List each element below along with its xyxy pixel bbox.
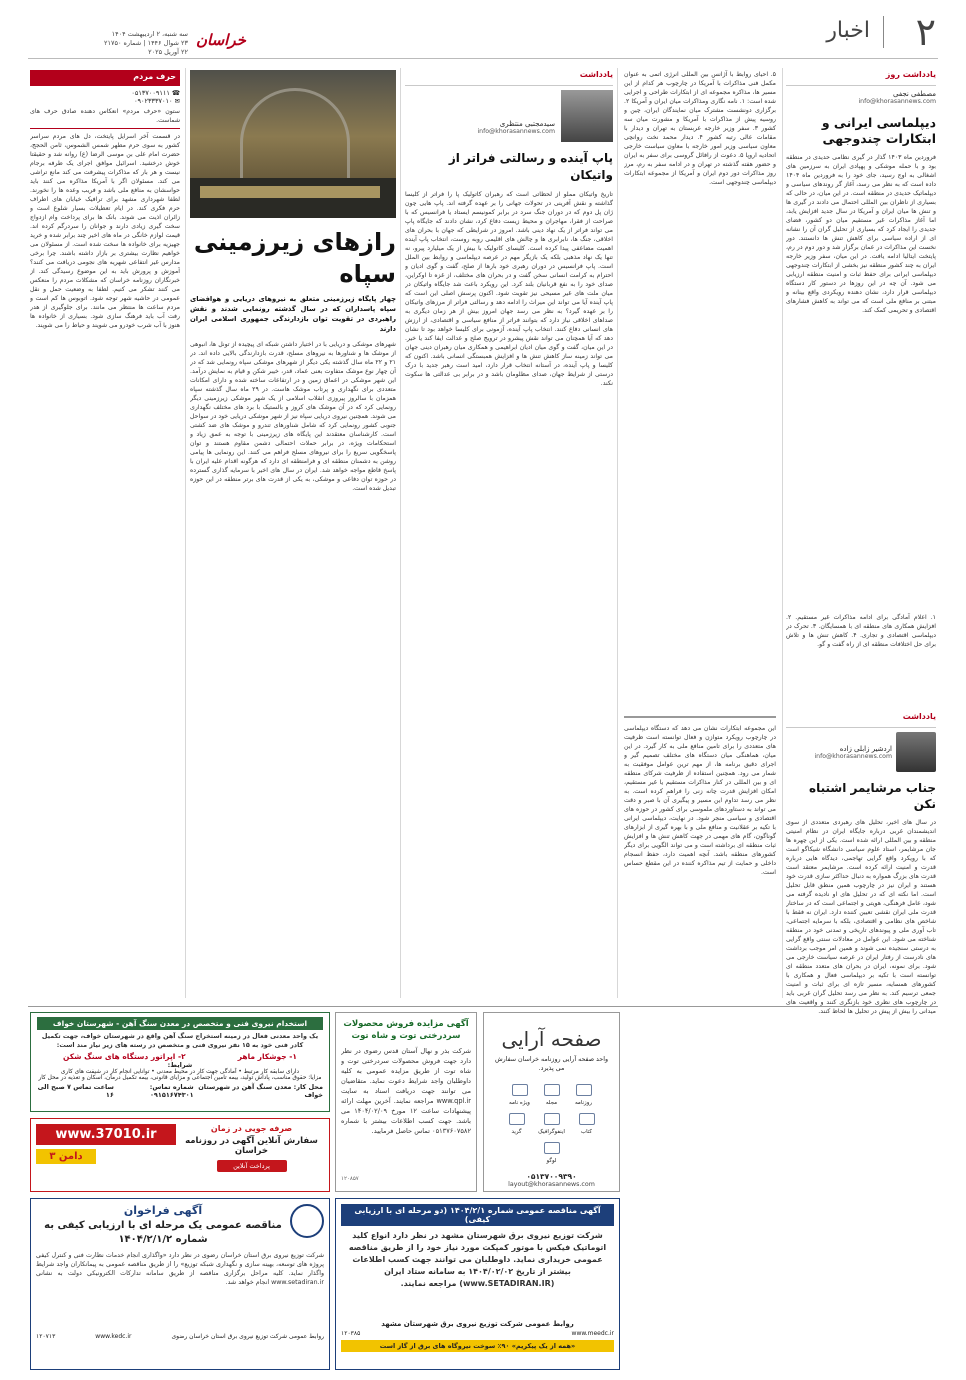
ad-footer-text: روابط عمومی شرکت توزیع نیروی برق استان خراسان رضوی: [171, 1333, 324, 1340]
ad-website: www.meedc.ir: [571, 1330, 614, 1337]
feature-body: شهرهای موشکی و دریایی با در اختیار داشتن شبکه ای پیچیده از تونل ها، انبوهی از موشک ها و شناورها به نیروهای مسلح، قدرت بازدارندگی بالایی داده اند. در ۲۱ و ۲۲ ماه سال گذشته یکی دیگر از شهرهای موشکی سپاه رونمایی شد که در آن چهار نوع موشک متفاوت بعنی عماد، قدر، خیبر شکن و قیام به نمایش درآمد. این شهر موشکی در اعماق زمین و در ارتفاعات ساخته شده و دارای امکانات متعددی برای نگهداری و پرتاب موشک هاست. در ۲۹ ماه سال گذشته سپاه همزمان با سالروز پیروزی انقلاب اسلامی از یک شهر موشکی زیرزمینی دیگر رونمایی کرد که در آن موشک های کروز و بالستیک با برد های مختلف نگهداری می شوند. همچنین نیروی دریایی سپاه نیز از شهر موشکی دریایی خود در سواحل جنوبی کشور رونمایی کرد که شامل شناورهای تندرو و موشک های ضد کشتی است. کارشناسان معتقدند این پایگاه های زیرزمینی با توجه به عمق زیاد و استحکامات ویژه، در برابر حملات احتمالی دشمن مقاوم هستند و توان پاسخگویی سریع را برای نیروهای مسلح فراهم می کنند. این رونمایی ها پیامی روشن به دشمنان منطقه ای و فرامنطقه ای دارد که هرگونه اقدام علیه ایران با پاسخ قاطع مواجه خواهد شد. ایران در سال های اخیر با سرمایه گذاری گسترده در حوزه توان دفاعی و موشکی، به یکی از قدرت های برتر منطقه در این حوزه تبدیل شده است.: [190, 341, 396, 492]
ad-phone: ۰۵۱۳۷۰۰۹۳۹۰: [526, 1172, 577, 1181]
ad-place: محل کار: معدن سنگ آهن در شهرستان خواف: [198, 1083, 323, 1099]
article-title: دیپلماسی ایرانی و ابتکارات چندوجهی: [821, 115, 936, 146]
divider: [30, 128, 180, 129]
ad-website: www.kedc.ir: [95, 1333, 132, 1340]
ad-badge: دامن ۳: [36, 1149, 96, 1164]
ad-power-tender: [30, 1198, 330, 1370]
ad-contact: [37, 1083, 323, 1099]
feature-photo: [190, 70, 396, 218]
people-body: در قسمت آخر اسرایل پایتخت، دل های مردم سراسر کشور به سوی حرم مطهر شمس الشموس، ثامن الحجج، حضرت امام علی بن موسی الرضا (ع) روانه شد و حقیقتا خوش درخشید. اسرائیل موافق اجرای یک طرفه برجام نیست و هر بار که مذاکرات پیشرفت می کند مانع تراشی می کند. مسئولان اگر با آمریکا مذاکره می کنند باید حواسشان به منافع ملی باشد و فریب وعده ها را نخورند. لطفا شهرداری مشهد برای ترافیک خیابان های اطراف حرم فکری کند. در ایام تعطیلات بسیار شلوغ است و زائران اذیت می شوند. بانک ها برای پرداخت وام ازدواج سخت گیری زیادی دارند و جوانان را سردرگم کرده اند. قیمت لوازم خانگی در ماه های اخیر چند برابر شده و خرید جهیزیه برای خانواده ها سخت شده است. از مسئولان می خواهیم نظارت بیشتری بر بازار داشته باشند. چرا برخی مدارس غیر انتفاعی شهریه های نجومی دریافت می کنند؟ آموزش و پرورش باید به این موضوع رسیدگی کند. از خبرنگاران روزنامه خراسان که مشکلات مردم را منعکس می کنند تشکر می کنیم. لطفا به وضعیت حمل و نقل عمومی در حاشیه شهر توجه شود. اتوبوس ها کم است و مردم ساعت ها منتظر می مانند. برای جلوگیری از هدر رفت آب باید فرهنگ سازی شود. بسیاری از خانواده ها هنوز با آب شرب خودرو می شویند و حیاط را می شویند.: [30, 133, 180, 329]
ad-khaf-recruitment: [30, 1012, 330, 1112]
section-title: اخبار: [826, 18, 870, 43]
ad-body: شرکت بذر و نهال آستان قدس رضوی در نظر دارد جهت فروش محصولات سردرختی توت و شاه توت از طریق مزایده عمومی به کلیه داوطلبان واجد شرایط دعوت نماید. متقاضیان می توانند جهت دریافت اسناد به سایت www.qpl.ir مراجعه نمایند. آخرین مهلت ارائه پیشنهادات ساعت ۱۲ مورخ ۱۴۰۴/۰۲/۰۹ می باشد. جهت کسب اطلاعات بیشتر با شماره ۰۵۱۳۷۶۰۷۵۸۲ تماس حاصل فرمایید.: [341, 1047, 471, 1135]
article-body: در سال های اخیر، تحلیل های رهبردی متعددی از سوی اندیشمندان غربی درباره جایگاه ایران در نظام امنیتی منطقه و بین المللی ارائه شده است. یکی از این چهره ها جان مرشایمر، استاد علوم سیاسی دانشگاه شیکاگو است که با رویکرد واقع گرایی تهاجمی، دیدگاه هایی درباره قدرت و امنیت ارائه کرده است. مرشایمر معتقد است قدرت های بزرگ همواره به دنبال حداکثر سازی قدرت خود هستند و ایران نیز در چارچوب همین منطق قابل تحلیل است. اما نکته ای که در تحلیل های او نادیده گرفته می شود، عامل فرهنگی، هویتی و اجتماعی است که در ساختار قدرت ملی ایران نقشی تعیین کننده دارد. ایران نه فقط با شاخص های نظامی و اقتصادی، بلکه با سرمایه اجتماعی، تاب آوری ملی و پیوندهای تاریخی و تمدنی خود در منطقه شناخته می شود. این عوامل در معادلات سنتی واقع گرایی به درستی سنجیده نمی شوند و همین امر موجب برداشت های نادرست از رفتار ایران در عرصه سیاست خارجی می شود. برای نمونه، ایران در بحران های متعدد منطقه ای توانسته است با تکیه بر دیپلماسی فعال و همکاری با کشورهای همسایه، مسیر تازه ای برای ثبات و امنیت جمعی ترسیم کند. به نظر می رسد تحلیل گران غربی باید در چارچوب های نظری خود بازنگری کنند و واقعیت های میدانی را بیش از پیش در تحلیل ها لحاظ کنند.: [786, 819, 936, 1015]
article-body: ۵. احیای روابط با آژانس بین المللی انرژی اتمی به عنوان مکمل فنی مذاکرات با آمریکا در چارچوب هر کدام از این مسیر ها، مذاکره مجموعه ای از ابتکارات طراحی و اجرایی شده است: ۱. نامه نگاری ومذاکرات میان ایران و آمریکا ۲. برگزاری دونشست مشترک میان نمایندگان ایران، چین و روسیه پیش از مذاکرات با آمریکا و مشورت میان سه کشور ۳. سفر وزیر خارجه عربستان به تهران و دیدار با مقامات عالی رتبه کشور ۴. دیدار محمد نخت روانچی معاون سیاسی وزیر امور خارجه با معاون سیاست خارجی اتحادیه اروپا ۵. دعوت از رافائل گروسی برای سفر به ایران و حضور هفته گذشته در تهران و در ادامه سفر به رم، مرز روز مذاکرات دور دوم ایران و آمریکا از مجموعه ابتکارات دیپلماسی چندوجهی است.: [624, 71, 776, 186]
ad-meta: [341, 1330, 614, 1337]
ad-title: آگهی مزایده فروش محصولات سردرختی توت و شاه توت: [343, 1019, 469, 1041]
author-name: سیدمجتبی منتظری: [499, 120, 555, 128]
item-newspaper: روزنامه: [570, 1081, 598, 1106]
page-header: [0, 0, 966, 60]
section-divider: [624, 716, 776, 718]
ad-mashhad-electric-tender: [335, 1198, 620, 1370]
phone-line: [30, 89, 180, 97]
ad-body: یک واحد معدنی فعال در زمینه استخراج سنگ آهن واقع در شهرستان خواف، جهت تکمیل کادر فنی خود به ۱۵ نفر نیروی فنی و متخصص در رسته های زیر نیاز مند است:: [41, 1032, 319, 1049]
people-note: ستون «حرف مردم» انعکاس دهنده صادق حرف های شماست.: [30, 108, 180, 124]
column-editorial: [786, 70, 936, 703]
ad-sub: مناقصه عمومی یک مرحله ای با ارزیابی کیفی به شماره ۱۴۰۴/۲/۱/۲: [44, 1220, 282, 1245]
ad-email: layout@khorasannews.com: [508, 1181, 595, 1188]
column-rule: [185, 68, 186, 998]
ad-website[interactable]: www.37010.ir: [36, 1124, 176, 1145]
kicker: یادداشت: [902, 712, 936, 721]
column-people: [30, 70, 180, 902]
ad-slogan: «همه از یک پیکریم» ۹۰٪ سوخت نیروگاه های برق از گاز است: [341, 1340, 614, 1352]
article-list: ۱. اعلام آمادگی برای ادامه مذاکرات غیر مستقیم. ۲. افزایش همکاری های منطقه ای با همسایگان. ۳. تحرک در دیپلماسی اقتصادی و تجاری. ۴. کاهش تنش ها و تلاش برای حل اختلافات منطقه ای از راه گفت و گو.: [786, 614, 936, 648]
ad-cond-title: شرایط:: [167, 1061, 193, 1069]
author-email: info@khorasannews.com: [477, 128, 555, 135]
ad-benefits: مزایا: حقوق مناسب، پاداش تولید، بیمه تامین اجتماعی و مزایای قانونی، بیمه تکمیل درمان، اسکان و تغذیه در محل کار: [38, 1075, 322, 1081]
page-number: ۲: [915, 10, 936, 54]
item-logo: لوگو: [538, 1139, 566, 1164]
sms-icon: ✉: [174, 97, 180, 105]
author-name: اردشیر زابلی زاده: [839, 744, 892, 753]
people-header: [30, 70, 180, 86]
ad-footer: روابط عمومی شرکت توزیع نیروی برق شهرستان مشهد: [381, 1320, 574, 1328]
ad-footer: [36, 1333, 324, 1340]
column-rule: [400, 68, 401, 998]
newspaper-logo: [196, 30, 266, 54]
ad-body: شرکت توزیع نیروی برق شهرستان مشهد در نظر دارد انواع کلید اتوماتیک فیکس با موتور کمپکت مورد نیاز خود را از طریق مناقصه عمومی خریداری نماید. داوطلبان می توانند جهت کسب اطلاعات بیشتر از تاریخ ۱۴۰۴/۰۲/۰۲ به سامانه ستاد ایران (www.SETADIRAN.IR) مراجعه نمایند.: [348, 1231, 607, 1288]
feature-title: رازهای زیرزمینی سپاه: [193, 228, 396, 288]
job-1: ۱- جوشکار ماهر: [237, 1052, 297, 1061]
author-photo: [561, 90, 613, 142]
author-email: info@khorasannews.com: [814, 752, 892, 760]
sms-line: [30, 97, 180, 105]
company-logo-icon: [290, 1204, 324, 1238]
ad-online-order: [30, 1118, 330, 1192]
issue-number: شماره ۲۱۷۵۰: [103, 39, 142, 47]
ad-body: شرکت توزیع نیروی برق استان خراسان رضوی در نظر دارد «واگذاری انجام خدمات نظارت فنی و کنترل کیفی پروژه های توسعه، بهینه سازی و نگهداری شبکه توزیع» را از طریق مناقصه عمومی به پیمانکاران واجد شرایط واگذار نماید. کلیه مراحل برگزاری مناقصه از طریق سامانه تدارکات الکترونیکی دولت به نشانی www.setadiran.ir انجام خواهد شد.: [36, 1252, 324, 1286]
ad-conditions: دارای سابقه کار مرتبط • آمادگی جهت کار در محیط معدنی • توانایی انجام کار در شیفت های کاری: [60, 1069, 300, 1075]
job-2: ۲- اپراتور دستگاه های سنگ شکن: [63, 1052, 186, 1061]
logo-text: خراسان: [196, 31, 246, 49]
ad-sub: واحد صفحه آرایی روزنامه خراسان سفارش می پذیرد.: [494, 1056, 609, 1072]
ad-items: [490, 1081, 613, 1164]
column-rule: [782, 68, 783, 998]
column-pope: [405, 70, 613, 1015]
article-title: پاپ آینده و رسالتی فراتر از واتیکان: [448, 151, 613, 182]
kicker: حرف مردم: [133, 72, 176, 81]
ads-divider: [28, 1006, 938, 1007]
item-special: ویژه نامه: [506, 1081, 534, 1106]
article-title: جناب مرشایمر اشتباه نکن: [809, 781, 936, 811]
ad-sub: سفارش آنلاین آگهی در روزنامه خراسان: [185, 1136, 318, 1156]
item-infographic: اینفوگرافیک: [535, 1110, 569, 1135]
column-rule: [617, 68, 618, 998]
kicker: یادداشت: [579, 70, 613, 79]
phone-1: ۰۵۱۳۷۰۰۹۱۱۱: [131, 89, 170, 97]
item-book: کتاب: [573, 1110, 601, 1135]
item-magazine: مجله: [538, 1081, 566, 1106]
date-line-2: ۲۳ شوال ۱۴۴۶: [147, 39, 188, 47]
date-block: سه شنبه، ۲ اردیبهشت ۱۴۰۴ ۲۳ شوال ۱۴۴۶ | شماره ۲۱۷۵۰ ۲۲ آوریل ۲۰۲۵: [48, 30, 188, 57]
ad-title: صرفه جویی در زمان: [210, 1124, 293, 1133]
phone-2: ۰۹۰۲۳۳۳۷۰۱۰: [134, 97, 173, 105]
feature-lead: چهار پایگاه زیرزمینی متعلق به نیروهای دریایی و هوافضای سپاه پاسداران که در سال گذشته رونمایی شدند و نقش راهبردی در تقویت توان بازدارندگی جمهوری اسلامی ایران دارند: [190, 295, 396, 333]
phone-icon: ☎: [171, 89, 180, 97]
ad-title: آگهی فراخوان: [123, 1204, 203, 1217]
column-note: [786, 712, 936, 1378]
ad-title: صفحه آرایی: [501, 1027, 602, 1051]
header-divider: [883, 16, 884, 48]
column-continuation: [624, 70, 776, 1354]
pay-online-button[interactable]: پرداخت آنلاین: [217, 1160, 287, 1172]
ad-title: استخدام نیروی فنی و متخصص در معدن سنگ آهن - شهرستان خواف: [37, 1017, 323, 1030]
column-feature: [190, 70, 396, 922]
header-rule: [28, 58, 938, 59]
article-body: فروردین ماه ۱۴۰۳ گذار در گیری نظامی حدیدی در منطقه بود و با حمله موشکی و پهپادی ایران به سرزمین های اشغالی به اوج رسید، جای خود را به فروردین ماه ۱۴۰۴ داده است که به نظر می رسد، آغاز گر روندهای سیاسی و دیپلماتیک حدیدی در منطقه است. در این میان، در حالی که بسیاری از ناظران بین المللی احتمال می دادند در گیری ها و تنش ها میان ایران و آمریکا در سال جدید افزایش یابد، اما آغاز مذاکرات غیر مستقیم میان دو کشور، فضای جدیدی را ایجاد کرد که بسیاری از تحلیل گران آن را نشانه ای از اراده سیاسی برای کاهش تنش ها دانستند. دور نخست این مذاکرات در عمان برگزار شد و دور دوم در رم، پایتخت ایتالیا ادامه یافت. در این میان، سفر وزیر خارجه ایران به چند کشور منطقه نیز بخشی از ابتکارات چندوجهی دیپلماسی ایرانی برای حفظ ثبات و امنیت منطقه ارزیابی می شود. آن چه در این روزها در دستور کار دستگاه دیپلماسی قرار دارد، نشان دهنده رویکردی واقع بینانه و مبتنی بر منافع ملی است که می تواند به کاهش فشارهای اقتصادی و تحریمی کمک کند.: [786, 154, 936, 314]
ad-code: ۱۲۰۷۱۳: [36, 1333, 56, 1340]
ad-code: ۱۲۰۳۸۵: [341, 1330, 361, 1337]
article-body: این مجموعه ابتکارات نشان می دهد که دستگاه دیپلماسی در چارچوب رویکرد متوازن و فعال توانسته است ظرفیت های متعددی را برای تامین منافع ملی به کار گیرد. در این میان، هماهنگی میان دستگاه های مختلف تصمیم گیر و اجرای دقیق برنامه ها، از مهم ترین عوامل موفقیت به شمار می رود. همچنین استفاده از ظرفیت شرکای منطقه ای و بین المللی در کنار مذاکرات مستقیم یا غیر مستقیم، امکان افزایش قدرت چانه زنی را فراهم کرده است. به نظر می رسد تداوم این مسیر و پیگیری آن با صبر و دقت می تواند به دستاوردهای ملموسی برای کشور در حوزه های اقتصادی و سیاسی منجر شود. در نهایت، دیپلماسی ایرانی با تکیه بر عقلانیت و منافع ملی و با بهره گیری از ابزارهای گوناگون، گام های مهمی در جهت کاهش تنش ها و افزایش ثبات منطقه ای برداشته است و می تواند الگویی برای دیگر کشورهای منطقه باشد. آنچه اهمیت دارد، حفظ انسجام داخلی و حمایت از تیم مذاکره کننده در این مقطع حساس است.: [624, 725, 776, 876]
ad-mulberry-auction: [335, 1012, 477, 1192]
ad-title: آگهی مناقصه عمومی شماره ۱۴۰۴/۲/۱ (دو مرحله ای با ارزیابی کیفی): [341, 1204, 614, 1226]
article-body: تاریخ واتیکان مملو از لحظاتی است که رهبران کاتولیک پا را فراتر از کلیسا گذاشته و نقش آفرینی در تحولات جهانی را بر عهده گرفته اند. پاپ هایی چون ژان پل دوم که در دوران جنگ سرد در برابر کمونیسم ایستاد یا فرانسیس که با صراحت از فقرا، مهاجران و محیط زیست دفاع کرد، نشان دادند که جایگاه پاپ می تواند فراتر از یک نهاد دینی باشد. امروز در شرایطی که جهان با بحران های اخلاقی، جنگ ها، نابرابری ها و چالش های اقلیمی روبه روست، انتخاب پاپ آینده اهمیت مضاعفی پیدا کرده است. کلیسای کاتولیک با بیش از یک میلیارد پیرو، نه تنها یک نهاد مذهبی بلکه یک بازیگر مهم در عرصه دیپلماسی و روابط بین الملل است. پاپ فرانسیس در دوران رهبری خود بارها از صلح، گفت و گوی ادیان و احترام به کرامت انسانی سخن گفت و در بحران های مختلف، از غزه تا اوکراین، صدای خود را به نفع قربانیان بلند کرد. این رویکرد باعث شد جایگاه واتیکان در میان ملت های غیر مسیحی نیز تقویت شود. اکنون پرسش اصلی این است که پاپ آینده آیا می تواند این میراث را ادامه دهد و رسالتی فراتر از مرزهای واتیکان را بر عهده گیرد؟ به نظر می رسد جهان امروز بیش از هر زمان دیگری به صداهای اخلاقی نیاز دارد که بتوانند فراتر از منافع سیاسی و اقتصادی، از ارزش های انسانی دفاع کنند. انتخاب پاپ آینده، آزمونی برای کلیسا خواهد بود تا نشان دهد که آیا همچنان می تواند نقش پیشرو در ترویج صلح و عدالت ایفا کند یا خیر. در این میان، گفت و گوی میان ادیان ابراهیمی و همکاری میان رهبران دینی جهان می تواند زمینه ساز کاهش تنش ها و افزایش همبستگی انسانی باشد. اکنون که کلیسا و پاپ آینده، در آستانه انتخاب قرار دارد، امید است رهبر جدید با درک درستی از شرایط جهان، صدای مظلومان باشد و در برابر بی عدالتی ها سکوت نکند.: [405, 191, 613, 387]
author-photo: [896, 732, 936, 772]
date-line-1: سه شنبه، ۲ اردیبهشت ۱۴۰۴: [111, 30, 188, 38]
kicker: یادداشت روز: [885, 70, 936, 79]
ad-phone: شماره تماس: ۰۹۱۵۱۶۷۴۳۰۱: [149, 1083, 194, 1099]
ad-layout-service: [483, 1012, 620, 1192]
author-name: مصطفی نجفی: [892, 90, 936, 98]
date-line-3: ۲۲ آوریل ۲۰۲۵: [148, 48, 188, 56]
ad-hours: ساعت تماس ۷ صبح الی ۱۶: [37, 1083, 114, 1099]
ad-code: ۱۲۰۸۵۷: [341, 1176, 359, 1182]
item-grid: گرید: [503, 1110, 531, 1135]
ad-jobs: [37, 1052, 323, 1061]
author-email: info@khorasannews.com: [858, 98, 936, 105]
